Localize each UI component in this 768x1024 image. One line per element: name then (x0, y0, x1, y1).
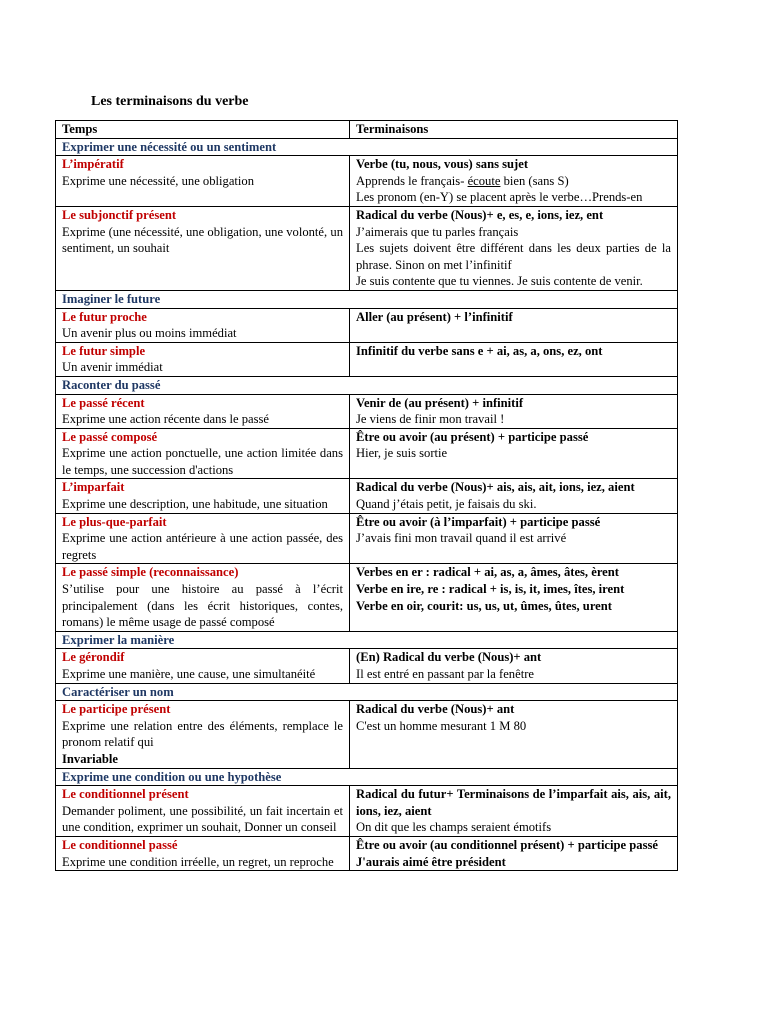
tense-cell (56, 428, 350, 479)
header-terminaisons: Terminaisons (350, 121, 678, 139)
example-text: J'aurais aimé être président (356, 854, 506, 869)
table-row (56, 156, 678, 207)
ending-rule: Venir de (au présent) + infinitif (356, 395, 524, 410)
section-title: Exprimer une nécessité ou un sentiment (56, 138, 678, 156)
table-row (56, 701, 678, 768)
tense-description: Exprime une action ponctuelle, une action limitée dans le temps, une succession d'actions (62, 446, 343, 477)
example-text: C'est un homme mesurant 1 M 80 (356, 718, 527, 733)
tense-cell (56, 564, 350, 631)
section-row (56, 290, 678, 308)
ending-rule: Être ou avoir (à l’imparfait) + participe passé (356, 514, 601, 529)
invariable-label: Invariable (62, 751, 118, 766)
section-title: Exprimer la manière (56, 631, 678, 649)
tense-description: Un avenir plus ou moins immédiat (62, 326, 237, 341)
tense-description: Exprime (une nécessité, une obligation, une volonté, un sentiment, un souhait (62, 224, 343, 256)
section-row (56, 138, 678, 156)
endings-cell (350, 836, 678, 870)
table-row (56, 786, 678, 837)
header-temps: Temps (56, 121, 350, 139)
endings-cell (350, 428, 678, 479)
table-row (56, 649, 678, 683)
endings-cell (350, 649, 678, 683)
tense-name: Le futur simple (62, 343, 146, 358)
tense-name: Le gérondif (62, 650, 125, 665)
tense-cell (56, 342, 350, 376)
example-text: Je viens de finir mon travail ! (356, 412, 505, 427)
section-title: Exprime une condition ou une hypothèse (56, 768, 678, 786)
table-row (56, 564, 678, 631)
tense-name: Le passé composé (62, 429, 158, 444)
table-row (56, 836, 678, 870)
tense-name: Le passé récent (62, 395, 145, 410)
tense-cell (56, 156, 350, 207)
section-title: Raconter du passé (56, 376, 678, 394)
endings-cell (350, 513, 678, 564)
underlined-word: écoute (467, 173, 501, 188)
ending-rule: Verbe (tu, nous, vous) sans sujet (356, 157, 529, 172)
tense-description: Exprime une condition irréelle, un regret, un reproche (62, 854, 334, 869)
ending-rule: Verbe en ire, re : radical + is, is, it, imes, îtes, irent (356, 582, 625, 597)
tense-name: L’impératif (62, 157, 124, 172)
tense-cell (56, 479, 350, 513)
example-part: Apprends le français- (356, 173, 468, 188)
section-title: Imaginer le future (56, 290, 678, 308)
endings-cell (350, 394, 678, 428)
tense-description: Exprime une nécessité, une obligation (62, 173, 254, 188)
endings-cell (350, 701, 678, 768)
verb-endings-table (55, 120, 678, 871)
tense-cell (56, 308, 350, 342)
ending-rule: Radical du verbe (Nous)+ e, es, e, ions, iez, ent (356, 207, 604, 222)
table-row (56, 342, 678, 376)
tense-name: Le futur proche (62, 309, 147, 324)
tense-description: Exprime une manière, une cause, une simultanéité (62, 667, 316, 681)
section-row (56, 631, 678, 649)
section-row (56, 376, 678, 394)
tense-cell (56, 394, 350, 428)
ending-rule: Être ou avoir (au conditionnel présent) + participe passé (356, 837, 658, 852)
ending-rule: Verbes en er : radical + ai, as, a, âmes, âtes, èrent (356, 565, 619, 580)
endings-cell (350, 206, 678, 290)
endings-cell (350, 564, 678, 631)
ending-rule: Radical du verbe (Nous)+ ant (356, 702, 515, 717)
example-text: Hier, je suis sortie (356, 446, 448, 461)
tense-description: Demander poliment, une possibilité, un fait incertain et une condition, exprimer un souhait, Donner un conseil (62, 803, 343, 835)
example-text: Quand j’étais petit, je faisais du ski. (356, 497, 537, 512)
tense-cell (56, 649, 350, 683)
ending-rule: Aller (au présent) + l’infinitif (356, 309, 513, 324)
tense-description: Exprime une description, une habitude, une situation (62, 497, 328, 512)
ending-rule: (En) Radical du verbe (Nous)+ ant (356, 650, 542, 665)
tense-description: Exprime une action récente dans le passé (62, 412, 270, 427)
table-row (56, 394, 678, 428)
table-row (56, 428, 678, 479)
tense-name: Le plus-que-parfait (62, 514, 167, 529)
endings-cell (350, 156, 678, 207)
tense-cell (56, 701, 350, 768)
tense-name: Le subjonctif présent (62, 207, 177, 222)
endings-cell (350, 308, 678, 342)
table-row (56, 206, 678, 290)
example-text: Je suis contente que tu viennes. Je suis contente de venir. (356, 274, 643, 289)
tense-cell (56, 836, 350, 870)
tense-description: Exprime une relation entre des éléments, remplace le pronom relatif qui (62, 718, 343, 750)
tense-description: Un avenir immédiat (62, 360, 163, 375)
endings-cell (350, 342, 678, 376)
ending-rule: Être ou avoir (au présent) + participe passé (356, 429, 589, 444)
example-text: On dit que les champs seraient émotifs (356, 820, 552, 835)
tense-name: Le participe présent (62, 702, 171, 717)
example-part: bien (sans S) (500, 173, 569, 188)
table-row (56, 479, 678, 513)
example-text: J’aimerais que tu parles français (356, 224, 519, 239)
tense-description: Exprime une action antérieure à une action passée, des regrets (62, 531, 343, 562)
tense-cell (56, 513, 350, 564)
example-text: J’avais fini mon travail quand il est arrivé (356, 531, 567, 546)
ending-rule: Verbe en oir, courit: us, us, ut, ûmes, ûtes, urent (356, 598, 612, 613)
endings-cell (350, 479, 678, 513)
example-text: Il est entré en passant par la fenêtre (356, 667, 534, 681)
page-title: Les terminaisons du verbe (91, 94, 249, 109)
endings-cell (350, 786, 678, 837)
tense-cell (56, 206, 350, 290)
table-row (56, 308, 678, 342)
tense-name: Le conditionnel passé (62, 837, 178, 852)
example-text: Les sujets doivent être différent dans les deux parties de la phrase. Sinon on met l’infinitif (356, 241, 671, 272)
section-title: Caractériser un nom (56, 683, 678, 701)
ending-rule: Radical du futur+ Terminaisons de l’imparfait ais, ais, ait, ions, iez, aient (356, 787, 671, 818)
tense-name: Le passé simple (reconnaissance) (62, 565, 239, 580)
section-row (56, 683, 678, 701)
ending-rule: Radical du verbe (Nous)+ ais, ais, ait, ions, iez, aient (356, 480, 635, 495)
table-header-row (56, 121, 678, 139)
table-row (56, 513, 678, 564)
section-row (56, 768, 678, 786)
tense-name: L’imparfait (62, 480, 125, 495)
example-text: Les pronom (en-Y) se placent après le verbe…Prends-en (356, 190, 643, 205)
tense-description: S’utilise pour une histoire au passé à l’écrit principalement (dans les écrit historiques, contes, romans) le même usage de passé composé (62, 582, 343, 630)
tense-name: Le conditionnel présent (62, 787, 189, 802)
example-text (356, 173, 671, 190)
tense-cell (56, 786, 350, 837)
ending-rule: Infinitif du verbe sans e + ai, as, a, ons, ez, ont (356, 343, 603, 358)
